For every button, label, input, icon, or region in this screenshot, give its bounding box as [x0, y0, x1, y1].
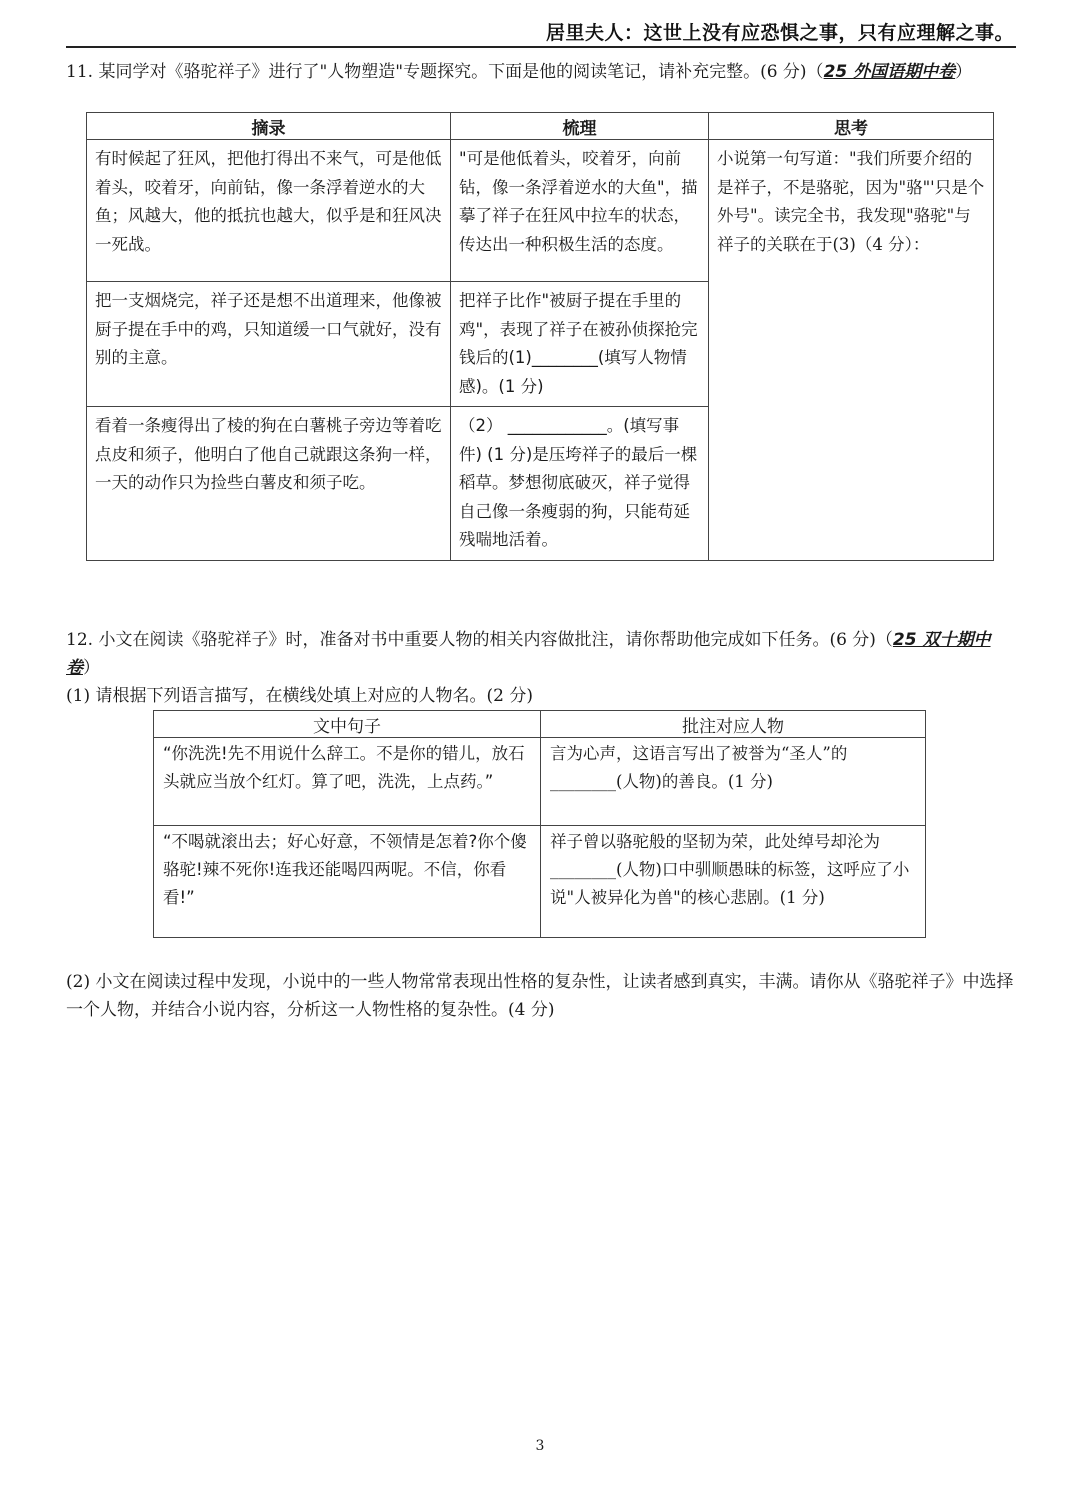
- sentence-cell: “不喝就滚出去；好心好意，不领情是怎着?你个傻骆驼!辣不死你!连我还能喝四两呢。不信，你看看!”: [154, 826, 541, 938]
- question-12-stem: [66, 626, 1016, 682]
- question-12-text: 12. 小文在阅读《骆驼祥子》时，准备对书中重要人物的相关内容做批注，请你帮助他完成如下任务。(6 分)（: [66, 630, 893, 650]
- question-12-table: [153, 710, 926, 938]
- analysis-cell: 把祥子比作"被厨子提在手里的鸡"，表现了祥子在被孙侦探抢完钱后的(1)________(填写人物情感)。(1 分): [451, 282, 709, 407]
- analysis-cell: （2） ____________。(填写事件) (1 分)是压垮祥子的最后一棵稻草。梦想彻底破灭，祥子觉得自己像一条瘦弱的狗，只能苟延残喘地活着。: [451, 407, 709, 561]
- header-divider: [66, 46, 1016, 48]
- excerpt-cell: 看着一条瘦得出了棱的狗在白薯桃子旁边等着吃点皮和须子，他明白了他自己就跟这条狗一样，一天的动作只为捡些白薯皮和须子吃。: [87, 407, 451, 561]
- question-12-sub2: (2) 小文在阅读过程中发现，小说中的一些人物常常表现出性格的复杂性，让读者感到真实，丰满。请你从《骆驼祥子》中选择一个人物，并结合小说内容，分析这一人物性格的复杂性。(4 分): [66, 972, 1014, 1020]
- table-row: [154, 826, 926, 938]
- analysis-cell: "可是他低着头，咬着牙，向前钻，像一条浮着逆水的大鱼"，描摹了祥子在狂风中拉车的状态，传达出一种积极生活的态度。: [451, 140, 709, 282]
- question-11-text: 11. 某同学对《骆驼祥子》进行了"人物塑造"专题探究。下面是他的阅读笔记，请补充完整。(6 分)（: [66, 62, 824, 82]
- question-11-table: [86, 112, 994, 561]
- page-number: 3: [535, 1438, 545, 1454]
- question-12-source: 25 双十期中卷: [66, 630, 991, 678]
- excerpt-cell: 有时候起了狂风，把他打得出不来气，可是他低着头，咬着牙，向前钻，像一条浮着逆水的大鱼；风越大，他的抵抗也越大，似乎是和狂风决一死战。: [87, 140, 451, 282]
- question-12-stem-end: ）: [83, 658, 100, 678]
- header-quote: 居里夫人：这世上没有应恐惧之事，只有应理解之事。: [545, 22, 1014, 44]
- table-row: [154, 738, 926, 826]
- question-11-stem-end: ）: [955, 62, 973, 82]
- header-note: 批注对应人物: [541, 711, 926, 738]
- question-11-source: 25 外国语期中卷: [823, 62, 956, 82]
- table-header-row: [87, 113, 994, 140]
- question-11-stem: [66, 58, 1016, 86]
- note-cell: 祥子曾以骆驼般的坚韧为荣，此处绰号却沦为________(人物)口中驯顺愚昧的标签，这呼应了小说"人被异化为兽"的核心悲剧。(1 分): [541, 826, 926, 938]
- header-excerpt: 摘录: [87, 113, 451, 140]
- table-header-row: [154, 711, 926, 738]
- sentence-cell: “你洗洗!先不用说什么辞工。不是你的错儿，放石头就应当放个红灯。算了吧，洗洗，上点药。”: [154, 738, 541, 826]
- excerpt-cell: 把一支烟烧完，祥子还是想不出道理来，他像被厨子提在手中的鸡，只知道缓一口气就好，没有别的主意。: [87, 282, 451, 407]
- header-sentence: 文中句子: [154, 711, 541, 738]
- header-thinking: 思考: [709, 113, 994, 140]
- question-12-sub1: (1) 请根据下列语言描写，在横线处填上对应的人物名。(2 分): [66, 686, 533, 706]
- note-cell: 言为心声，这语言写出了被誉为“圣人”的________(人物)的善良。(1 分): [541, 738, 926, 826]
- thinking-cell: 小说第一句写道："我们所要介绍的是祥子，不是骆驼，因为"骆"'只是个外号"。读完全书，我发现"骆驼"与祥子的关联在于(3)（4 分）：: [709, 140, 994, 561]
- header-analysis: 梳理: [451, 113, 709, 140]
- table-row: [87, 140, 994, 282]
